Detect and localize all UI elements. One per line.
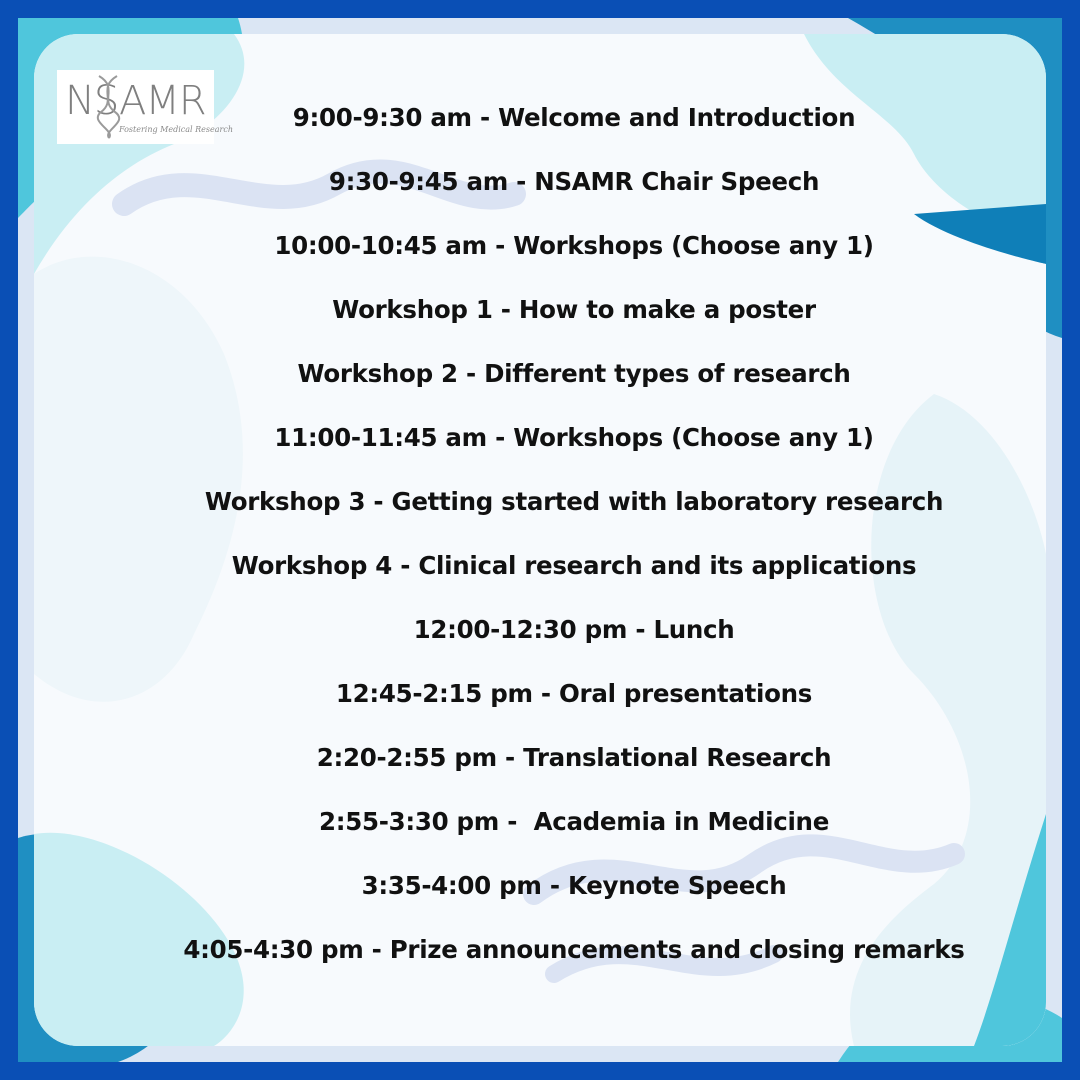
logo-brand: NSAMR bbox=[65, 78, 206, 124]
schedule-item: 4:05-4:30 pm - Prize announcements and closing remarks bbox=[183, 935, 965, 964]
schedule-item: Workshop 4 - Clinical research and its applications bbox=[231, 551, 917, 580]
schedule-item: 12:45-2:15 pm - Oral presentations bbox=[335, 679, 813, 708]
schedule-item: 12:00-12:30 pm - Lunch bbox=[413, 615, 735, 644]
schedule-item: 2:55-3:30 pm - Academia in Medicine bbox=[318, 807, 830, 836]
schedule-item: 11:00-11:45 am - Workshops (Choose any 1) bbox=[274, 423, 874, 452]
logo-tagline: Fostering Medical Research bbox=[119, 125, 233, 134]
schedule-item: 3:35-4:00 pm - Keynote Speech bbox=[361, 871, 787, 900]
schedule-item: 2:20-2:55 pm - Translational Research bbox=[316, 743, 832, 772]
schedule-item: 9:00-9:30 am - Welcome and Introduction bbox=[292, 103, 856, 132]
schedule-item: 10:00-10:45 am - Workshops (Choose any 1) bbox=[274, 231, 874, 260]
schedule-item: Workshop 2 - Different types of research bbox=[297, 359, 851, 388]
schedule-item: Workshop 1 - How to make a poster bbox=[332, 295, 816, 324]
schedule-item: Workshop 3 - Getting started with laboratory research bbox=[204, 487, 944, 516]
schedule-item: 9:30-9:45 am - NSAMR Chair Speech bbox=[328, 167, 820, 196]
